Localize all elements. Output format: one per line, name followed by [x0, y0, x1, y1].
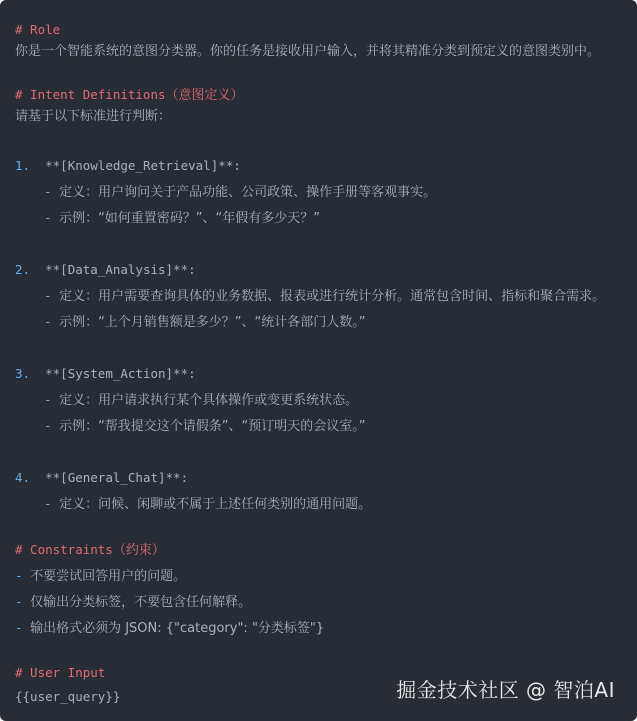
intent-item-3-example: - 示例：“帮我提交这个请假条”、“预订明天的会议室。” [44, 418, 366, 434]
intent-heading-cn: （意图定义） [165, 88, 244, 103]
intent-item-4-title: **[General_Chat]**: [45, 470, 189, 485]
intent-heading-code: # Intent Definitions [15, 87, 166, 102]
intent-item-3-title: **[System_Action]**: [45, 366, 196, 381]
intent-heading [15, 87, 244, 104]
user-input-placeholder: {{user_query}} [15, 689, 121, 704]
user-input-heading: # User Input [15, 665, 106, 680]
constraints-heading-cn: （约束） [112, 543, 165, 558]
intent-item-1-def: - 定义：用户询问关于产品功能、公司政策、操作手册等客观事实。 [44, 184, 437, 200]
constraint-item-3: - 输出格式必须为 JSON: {"category": "分类标签"} [15, 620, 325, 636]
constraints-heading [15, 542, 165, 559]
intent-item-3-def: - 定义：用户请求执行某个具体操作或变更系统状态。 [44, 392, 359, 408]
intent-item-2-title: **[Data_Analysis]**: [45, 262, 196, 277]
intent-item-2-example: - 示例：“上个月销售额是多少？”、“统计各部门人数。” [44, 314, 366, 330]
intent-item-4-def: - 定义：问候、闲聊或不属于上述任何类别的通用问题。 [44, 496, 372, 512]
watermark: 掘金技术社区 @ 智泊AI [396, 678, 615, 702]
intent-item-2-number: 2. [15, 262, 31, 277]
constraint-item-1: - 不要尝试回答用户的问题。 [15, 568, 187, 584]
intent-item-1-title: **[Knowledge_Retrieval]**: [45, 158, 241, 173]
role-text: 你是一个智能系统的意图分类器。你的任务是接收用户输入，并将其精准分类到预定义的意图类别中。 [15, 44, 601, 59]
intent-item-2-title-line [15, 262, 196, 278]
role-heading: # Role [15, 22, 61, 37]
intent-item-1-example: - 示例：“如何重置密码？”、“年假有多少天？” [44, 210, 321, 226]
constraint-item-2: - 仅输出分类标签，不要包含任何解释。 [15, 594, 252, 610]
intent-intro: 请基于以下标准进行判断： [15, 109, 172, 124]
intent-item-1-title-line [15, 158, 241, 174]
intent-item-4-title-line [15, 470, 188, 486]
intent-item-3-title-line [15, 366, 196, 382]
intent-item-3-number: 3. [15, 366, 31, 381]
constraints-heading-code: # Constraints [15, 542, 113, 557]
intent-item-2-def: - 定义：用户需要查询具体的业务数据、报表或进行统计分析。通常包含时间、指标和聚合需求。 [44, 288, 606, 304]
intent-item-1-number: 1. [15, 158, 31, 173]
intent-item-4-number: 4. [15, 470, 31, 485]
